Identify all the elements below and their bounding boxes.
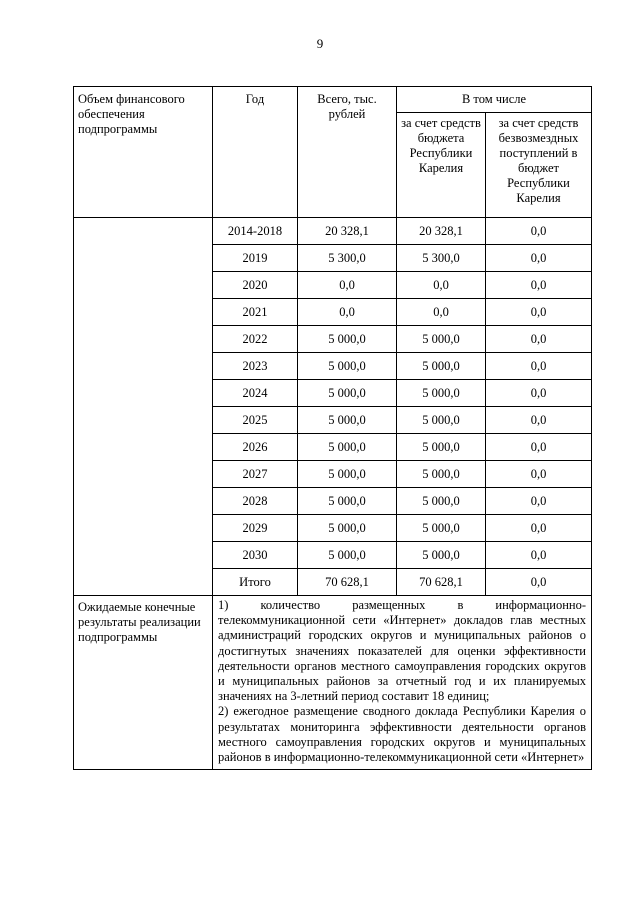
cell-gratuitous: 0,0 bbox=[486, 515, 592, 542]
cell-year: 2021 bbox=[213, 299, 298, 326]
outcomes-row bbox=[74, 596, 592, 770]
including-header: В том числе bbox=[397, 87, 592, 113]
cell-year: 2022 bbox=[213, 326, 298, 353]
cell-gratuitous: 0,0 bbox=[486, 299, 592, 326]
cell-total: 70 628,1 bbox=[298, 569, 397, 596]
cell-budget: 5 000,0 bbox=[397, 326, 486, 353]
cell-year: 2014-2018 bbox=[213, 218, 298, 245]
cell-total: 5 000,0 bbox=[298, 353, 397, 380]
cell-total: 5 000,0 bbox=[298, 542, 397, 569]
cell-gratuitous: 0,0 bbox=[486, 380, 592, 407]
cell-budget: 70 628,1 bbox=[397, 569, 486, 596]
cell-budget: 20 328,1 bbox=[397, 218, 486, 245]
cell-budget: 5 000,0 bbox=[397, 515, 486, 542]
page-number: 9 bbox=[316, 36, 324, 51]
cell-budget: 5 000,0 bbox=[397, 461, 486, 488]
cell-year: 2030 bbox=[213, 542, 298, 569]
cell-total: 5 000,0 bbox=[298, 461, 397, 488]
financing-label: Объем финансового обеспечения подпрограммы bbox=[74, 87, 213, 218]
cell-gratuitous: 0,0 bbox=[486, 272, 592, 299]
cell-budget: 0,0 bbox=[397, 299, 486, 326]
cell-year: 2025 bbox=[213, 407, 298, 434]
cell-total: 5 000,0 bbox=[298, 326, 397, 353]
cell-total: 5 000,0 bbox=[298, 488, 397, 515]
cell-year: 2028 bbox=[213, 488, 298, 515]
cell-budget: 5 000,0 bbox=[397, 542, 486, 569]
cell-year: 2027 bbox=[213, 461, 298, 488]
cell-total: 5 000,0 bbox=[298, 380, 397, 407]
outcome-item: 2) ежегодное размещение сводного доклада Республики Карелия о результатах мониторинга эффективности деятельности органов местного самоуправления городских округов и муниципальных районов в информационно-телекоммуникационной сети «Интернет» bbox=[218, 704, 586, 765]
header-row bbox=[74, 87, 592, 113]
cell-gratuitous: 0,0 bbox=[486, 353, 592, 380]
cell-total: 5 300,0 bbox=[298, 245, 397, 272]
cell-budget: 5 000,0 bbox=[397, 488, 486, 515]
cell-gratuitous: 0,0 bbox=[486, 218, 592, 245]
cell-year: 2020 bbox=[213, 272, 298, 299]
cell-year: 2024 bbox=[213, 380, 298, 407]
cell-total: 0,0 bbox=[298, 299, 397, 326]
cell-budget: 5 300,0 bbox=[397, 245, 486, 272]
cell-budget: 5 000,0 bbox=[397, 434, 486, 461]
cell-budget: 5 000,0 bbox=[397, 407, 486, 434]
gratuitous-header: за счет средств безвозмездных поступлений в бюджет Республики Карелия bbox=[486, 113, 592, 218]
outcome-item: 1) количество размещенных в информационно-телекоммуникационной сети «Интернет» докладов глав местных администраций городских округов и муниципальных районов о достигнутых значениях показателей для оценки эффективности деятельности органов местного самоуправления городских округов и муниципальных районов за отчетный год и их планируемых значениях на 3-летний период составит 18 единиц; bbox=[218, 598, 586, 704]
outcomes-text bbox=[213, 596, 592, 770]
total-header: Всего, тыс. рублей bbox=[298, 87, 397, 218]
cell-total: 0,0 bbox=[298, 272, 397, 299]
financing-label-spacer bbox=[74, 218, 213, 596]
table-row bbox=[74, 218, 592, 245]
year-header: Год bbox=[213, 87, 298, 218]
cell-budget: 5 000,0 bbox=[397, 380, 486, 407]
cell-year: 2026 bbox=[213, 434, 298, 461]
budget-header: за счет средств бюджета Республики Карелия bbox=[397, 113, 486, 218]
cell-total: 5 000,0 bbox=[298, 407, 397, 434]
cell-gratuitous: 0,0 bbox=[486, 569, 592, 596]
cell-year: 2029 bbox=[213, 515, 298, 542]
cell-gratuitous: 0,0 bbox=[486, 407, 592, 434]
cell-budget: 0,0 bbox=[397, 272, 486, 299]
cell-budget: 5 000,0 bbox=[397, 353, 486, 380]
cell-year: 2023 bbox=[213, 353, 298, 380]
cell-year: 2019 bbox=[213, 245, 298, 272]
cell-gratuitous: 0,0 bbox=[486, 488, 592, 515]
cell-gratuitous: 0,0 bbox=[486, 245, 592, 272]
cell-gratuitous: 0,0 bbox=[486, 326, 592, 353]
cell-gratuitous: 0,0 bbox=[486, 434, 592, 461]
outcomes-label: Ожидаемые конечные результаты реализации подпрограммы bbox=[74, 596, 213, 770]
cell-gratuitous: 0,0 bbox=[486, 461, 592, 488]
cell-total: 20 328,1 bbox=[298, 218, 397, 245]
cell-gratuitous: 0,0 bbox=[486, 542, 592, 569]
cell-year: Итого bbox=[213, 569, 298, 596]
financing-table bbox=[73, 86, 592, 770]
cell-total: 5 000,0 bbox=[298, 434, 397, 461]
cell-total: 5 000,0 bbox=[298, 515, 397, 542]
